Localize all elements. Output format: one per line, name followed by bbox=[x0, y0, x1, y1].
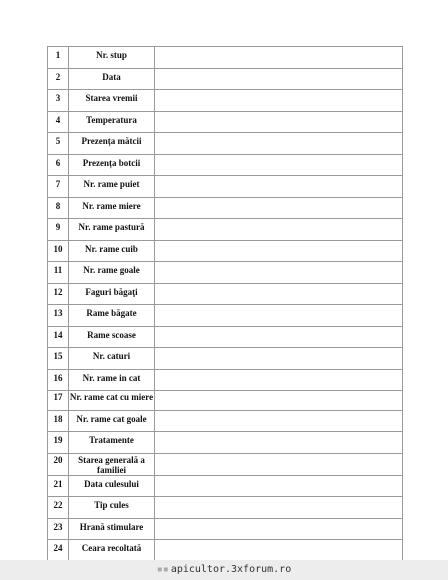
value-cell[interactable] bbox=[155, 453, 403, 475]
value-cell[interactable] bbox=[155, 326, 403, 348]
field-label: Nr. rame cuib bbox=[69, 240, 155, 262]
field-label: Nr. rame goale bbox=[69, 262, 155, 284]
row-number: 11 bbox=[48, 262, 69, 284]
table-row bbox=[48, 305, 403, 327]
table-row bbox=[48, 518, 403, 540]
table-row bbox=[48, 90, 403, 112]
field-label: Starea vremii bbox=[69, 90, 155, 112]
row-number: 20 bbox=[48, 453, 69, 475]
value-cell[interactable] bbox=[155, 475, 403, 497]
field-label: Nr. caturi bbox=[69, 348, 155, 370]
field-label: Faguri băgaţi bbox=[69, 283, 155, 305]
value-cell[interactable] bbox=[155, 497, 403, 519]
row-number: 21 bbox=[48, 475, 69, 497]
field-label: Nr. stup bbox=[69, 47, 155, 69]
table-row bbox=[48, 410, 403, 432]
row-number: 8 bbox=[48, 197, 69, 219]
field-label: Starea generală a familiei bbox=[69, 453, 155, 475]
value-cell[interactable] bbox=[155, 410, 403, 432]
value-cell[interactable] bbox=[155, 283, 403, 305]
field-label: Nr. rame pastură bbox=[69, 219, 155, 241]
row-number: 12 bbox=[48, 283, 69, 305]
row-number: 1 bbox=[48, 47, 69, 69]
table-row bbox=[48, 369, 403, 391]
row-number: 22 bbox=[48, 497, 69, 519]
value-cell[interactable] bbox=[155, 197, 403, 219]
value-cell[interactable] bbox=[155, 540, 403, 562]
field-label: Rame scoase bbox=[69, 326, 155, 348]
value-cell[interactable] bbox=[155, 305, 403, 327]
table-row bbox=[48, 326, 403, 348]
field-label: Nr. rame cat cu miere bbox=[69, 391, 155, 411]
row-number: 13 bbox=[48, 305, 69, 327]
table-row bbox=[48, 111, 403, 133]
table-row bbox=[48, 68, 403, 90]
row-number: 3 bbox=[48, 90, 69, 112]
table-row bbox=[48, 240, 403, 262]
table-row bbox=[48, 497, 403, 519]
table-row bbox=[48, 540, 403, 562]
row-number: 16 bbox=[48, 369, 69, 391]
row-number: 17 bbox=[48, 391, 69, 411]
table-row bbox=[48, 348, 403, 370]
table-row bbox=[48, 133, 403, 155]
value-cell[interactable] bbox=[155, 391, 403, 411]
table-row bbox=[48, 391, 403, 411]
row-number: 18 bbox=[48, 410, 69, 432]
value-cell[interactable] bbox=[155, 133, 403, 155]
value-cell[interactable] bbox=[155, 518, 403, 540]
field-label: Data culesului bbox=[69, 475, 155, 497]
table-row bbox=[48, 262, 403, 284]
value-cell[interactable] bbox=[155, 262, 403, 284]
field-label: Nr. rame in cat bbox=[69, 369, 155, 391]
table-row bbox=[48, 219, 403, 241]
footer-watermark[interactable]: apicultor.3xforum.ro bbox=[170, 564, 292, 575]
field-label: Ceara recoltată bbox=[69, 540, 155, 562]
value-cell[interactable] bbox=[155, 240, 403, 262]
value-cell[interactable] bbox=[155, 432, 403, 454]
value-cell[interactable] bbox=[155, 154, 403, 176]
table-row bbox=[48, 453, 403, 475]
row-number: 9 bbox=[48, 219, 69, 241]
field-label: Data bbox=[69, 68, 155, 90]
field-label: Hrană stimulare bbox=[69, 518, 155, 540]
footer-bar bbox=[0, 560, 448, 580]
field-label: Tratamente bbox=[69, 432, 155, 454]
row-number: 19 bbox=[48, 432, 69, 454]
table-row bbox=[48, 154, 403, 176]
table-row bbox=[48, 283, 403, 305]
value-cell[interactable] bbox=[155, 219, 403, 241]
field-label: Nr. rame puiet bbox=[69, 176, 155, 198]
footer-mark-icon: ▪▪ bbox=[156, 564, 169, 575]
row-number: 10 bbox=[48, 240, 69, 262]
row-number: 23 bbox=[48, 518, 69, 540]
row-number: 7 bbox=[48, 176, 69, 198]
row-number: 4 bbox=[48, 111, 69, 133]
table-row bbox=[48, 176, 403, 198]
row-number: 15 bbox=[48, 348, 69, 370]
table-row bbox=[48, 47, 403, 69]
field-label: Temperatura bbox=[69, 111, 155, 133]
value-cell[interactable] bbox=[155, 90, 403, 112]
value-cell[interactable] bbox=[155, 176, 403, 198]
value-cell[interactable] bbox=[155, 68, 403, 90]
value-cell[interactable] bbox=[155, 348, 403, 370]
value-cell[interactable] bbox=[155, 47, 403, 69]
row-number: 24 bbox=[48, 540, 69, 562]
row-number: 2 bbox=[48, 68, 69, 90]
field-label: Tip cules bbox=[69, 497, 155, 519]
field-label: Prezența botcii bbox=[69, 154, 155, 176]
value-cell[interactable] bbox=[155, 369, 403, 391]
field-label: Prezența mătcii bbox=[69, 133, 155, 155]
field-label: Nr. rame miere bbox=[69, 197, 155, 219]
value-cell[interactable] bbox=[155, 111, 403, 133]
hive-inspection-table bbox=[47, 46, 403, 580]
table-row bbox=[48, 475, 403, 497]
table-row bbox=[48, 432, 403, 454]
row-number: 5 bbox=[48, 133, 69, 155]
field-label: Nr. rame cat goale bbox=[69, 410, 155, 432]
row-number: 6 bbox=[48, 154, 69, 176]
row-number: 14 bbox=[48, 326, 69, 348]
field-label: Rame băgate bbox=[69, 305, 155, 327]
table-body bbox=[48, 47, 403, 580]
table-row bbox=[48, 197, 403, 219]
